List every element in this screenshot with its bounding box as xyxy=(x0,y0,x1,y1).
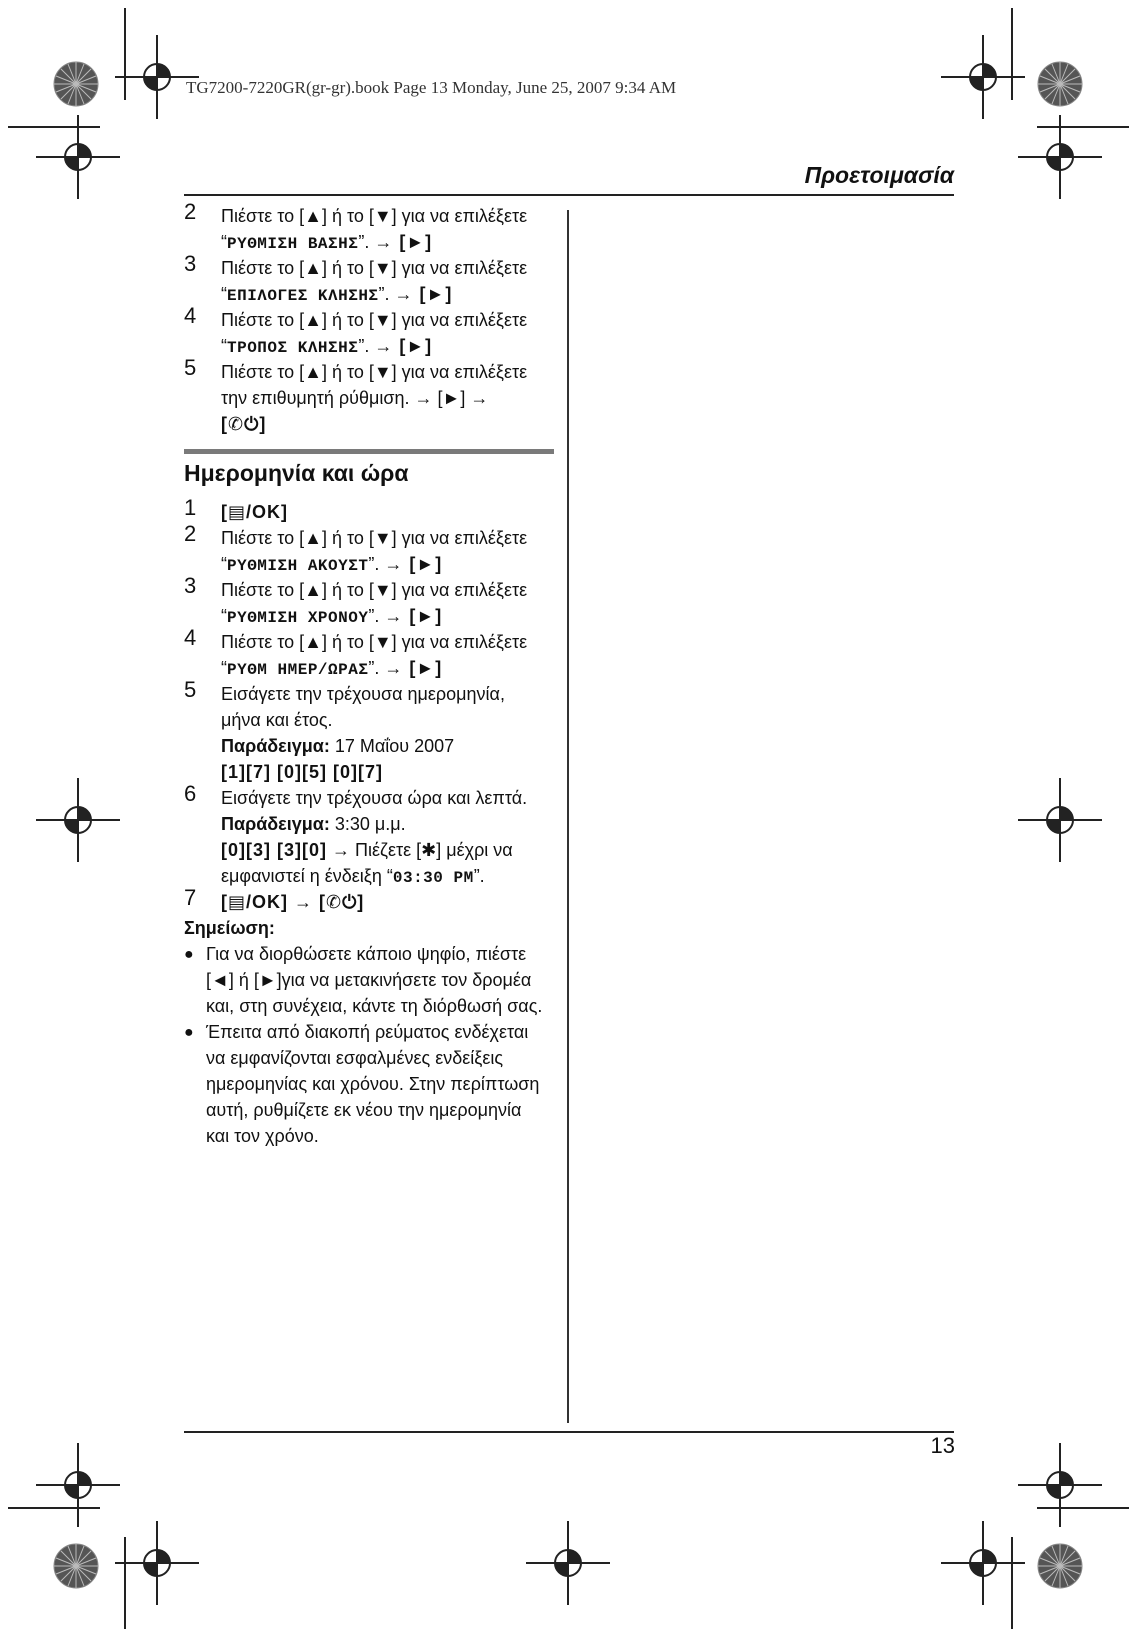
step-text: Πιέστε το [▲] ή το [▼] για να επιλέξετε xyxy=(221,632,528,652)
step-key-action: [✆⏻] xyxy=(221,414,267,434)
step-text: την επιθυμητή ρύθμιση. → [►] → xyxy=(221,388,489,408)
section-title: Προετοιμασία xyxy=(804,162,954,188)
note-line: και τον χρόνο. xyxy=(206,1126,319,1146)
display-indication-line: εμφανιστεί η ένδειξη “03:30 PM”. xyxy=(221,866,485,887)
step-number: 4 xyxy=(184,303,197,328)
step-number: 4 xyxy=(184,625,197,650)
note-title: Σημείωση: xyxy=(184,918,275,938)
example-label: Παράδειγμα: xyxy=(221,814,330,834)
menu-code: ΕΠΙΛΟΓΕΣ ΚΛΗΣΗΣ xyxy=(227,287,379,305)
step-text: Πιέστε το [▲] ή το [▼] για να επιλέξετε xyxy=(221,258,528,278)
step-key-action: → [►] xyxy=(384,606,443,626)
step-number: 5 xyxy=(184,677,197,702)
menu-code: ΡΥΘΜΙΣΗ ΑΚΟΥΣΤ xyxy=(227,557,369,575)
key-sequence-line xyxy=(221,838,513,862)
step-number: 2 xyxy=(184,521,197,546)
step-text: Πιέστε το [▲] ή το [▼] για να επιλέξετε xyxy=(221,310,528,330)
step-key-action: → [►] xyxy=(374,232,433,252)
step-text: Πιέστε το [▲] ή το [▼] για να επιλέξετε xyxy=(221,580,528,600)
section-heading: Ημερομηνία και ώρα xyxy=(184,460,409,486)
menu-code: ΡΥΘΜΙΣΗ ΧΡΟΝΟΥ xyxy=(227,609,369,627)
menu-code: ΡΥΘΜΙΣΗ ΒΑΣΗΣ xyxy=(227,235,359,253)
menu-code: ΤΡΟΠΟΣ ΚΛΗΣΗΣ xyxy=(227,339,359,357)
step-key-action: [▤/OK] → [✆⏻] xyxy=(221,892,365,912)
step-code-line: “ΤΡΟΠΟΣ ΚΛΗΣΗΣ”. → [►] xyxy=(221,336,433,357)
step-number: 3 xyxy=(184,573,197,598)
step-text: Πιέστε το [▲] ή το [▼] για να επιλέξετε xyxy=(221,528,528,548)
step-code-line: “ΕΠΙΛΟΓΕΣ ΚΛΗΣΗΣ”. → [►] xyxy=(221,284,453,305)
note-line: αυτή, ρυθμίζετε εκ νέου την ημερομηνία xyxy=(206,1100,522,1120)
step-key-action: → [►] xyxy=(384,554,443,574)
step-code-line: “ΡΥΘΜ ΗΜΕΡ/ΩΡΑΣ”. → [►] xyxy=(221,658,443,679)
step-code-line: “ΡΥΘΜΙΣΗ ΒΑΣΗΣ”. → [►] xyxy=(221,232,433,253)
step-key-action: [▤/OK] xyxy=(221,502,288,522)
menu-code: ΡΥΘΜ ΗΜΕΡ/ΩΡΑΣ xyxy=(227,661,369,679)
step-number: 1 xyxy=(184,495,197,520)
example-line xyxy=(221,812,406,836)
header-rule xyxy=(184,194,954,196)
key-sequence: [0][3] [3][0] xyxy=(221,840,327,860)
display-indication-text: εμφανιστεί η ένδειξη xyxy=(221,866,387,886)
note-line: ημερομηνίας και χρόνου. Στην περίπτωση xyxy=(206,1074,540,1094)
step-code-line: “ΡΥΘΜΙΣΗ ΧΡΟΝΟΥ”. → [►] xyxy=(221,606,443,627)
step-text: Εισάγετε την τρέχουσα ώρα και λεπτά. xyxy=(221,788,528,808)
column-divider xyxy=(567,210,569,1423)
step-number: 2 xyxy=(184,199,197,224)
step-text: μήνα και έτος. xyxy=(221,710,333,730)
step-number: 7 xyxy=(184,885,197,910)
bullet-icon: ● xyxy=(184,946,194,963)
print-job-header: TG7200-7220GR(gr-gr).book Page 13 Monday, June 25, 2007 9:34 AM xyxy=(186,78,677,97)
step-text: Πιέστε το [▲] ή το [▼] για να επιλέξετε xyxy=(221,206,528,226)
example-line xyxy=(221,734,454,758)
note-line: και, στη συνέχεια, κάντε τη διόρθωσή σας. xyxy=(206,996,543,1016)
section-divider-bar xyxy=(184,449,554,454)
note-line: να εμφανίζονται εσφαλμένες ενδείξεις xyxy=(206,1048,504,1068)
footer-rule xyxy=(184,1431,954,1433)
note-line: [◄] ή [►]για να μετακινήσετε τον δρομέα xyxy=(206,970,532,990)
note-line: Έπειτα από διακοπή ρεύματος ενδέχεται xyxy=(206,1022,529,1042)
step-number: 6 xyxy=(184,781,197,806)
key-sequence-after: → Πιέζετε [✱] μέχρι να xyxy=(332,840,513,860)
step-key-action: → [►] xyxy=(384,658,443,678)
example-value: 17 Μαΐου 2007 xyxy=(334,736,455,756)
step-number: 5 xyxy=(184,355,197,380)
bullet-icon: ● xyxy=(184,1024,194,1041)
page-number: 13 xyxy=(930,1433,955,1458)
step-key-action: → [►] xyxy=(394,284,453,304)
example-value: 3:30 μ.μ. xyxy=(334,814,406,834)
step-key-action: → [►] xyxy=(374,336,433,356)
step-code-line: “ΡΥΘΜΙΣΗ ΑΚΟΥΣΤ”. → [►] xyxy=(221,554,443,575)
step-text: Πιέστε το [▲] ή το [▼] για να επιλέξετε xyxy=(221,362,528,382)
display-code: 03:30 PM xyxy=(392,869,474,887)
step-text: Εισάγετε την τρέχουσα ημερομηνία, xyxy=(221,684,505,704)
note-line: Για να διορθώσετε κάποιο ψηφίο, πιέστε xyxy=(206,944,527,964)
step-number: 3 xyxy=(184,251,197,276)
key-sequence: [1][7] [0][5] [0][7] xyxy=(221,762,383,782)
example-label: Παράδειγμα: xyxy=(221,736,330,756)
